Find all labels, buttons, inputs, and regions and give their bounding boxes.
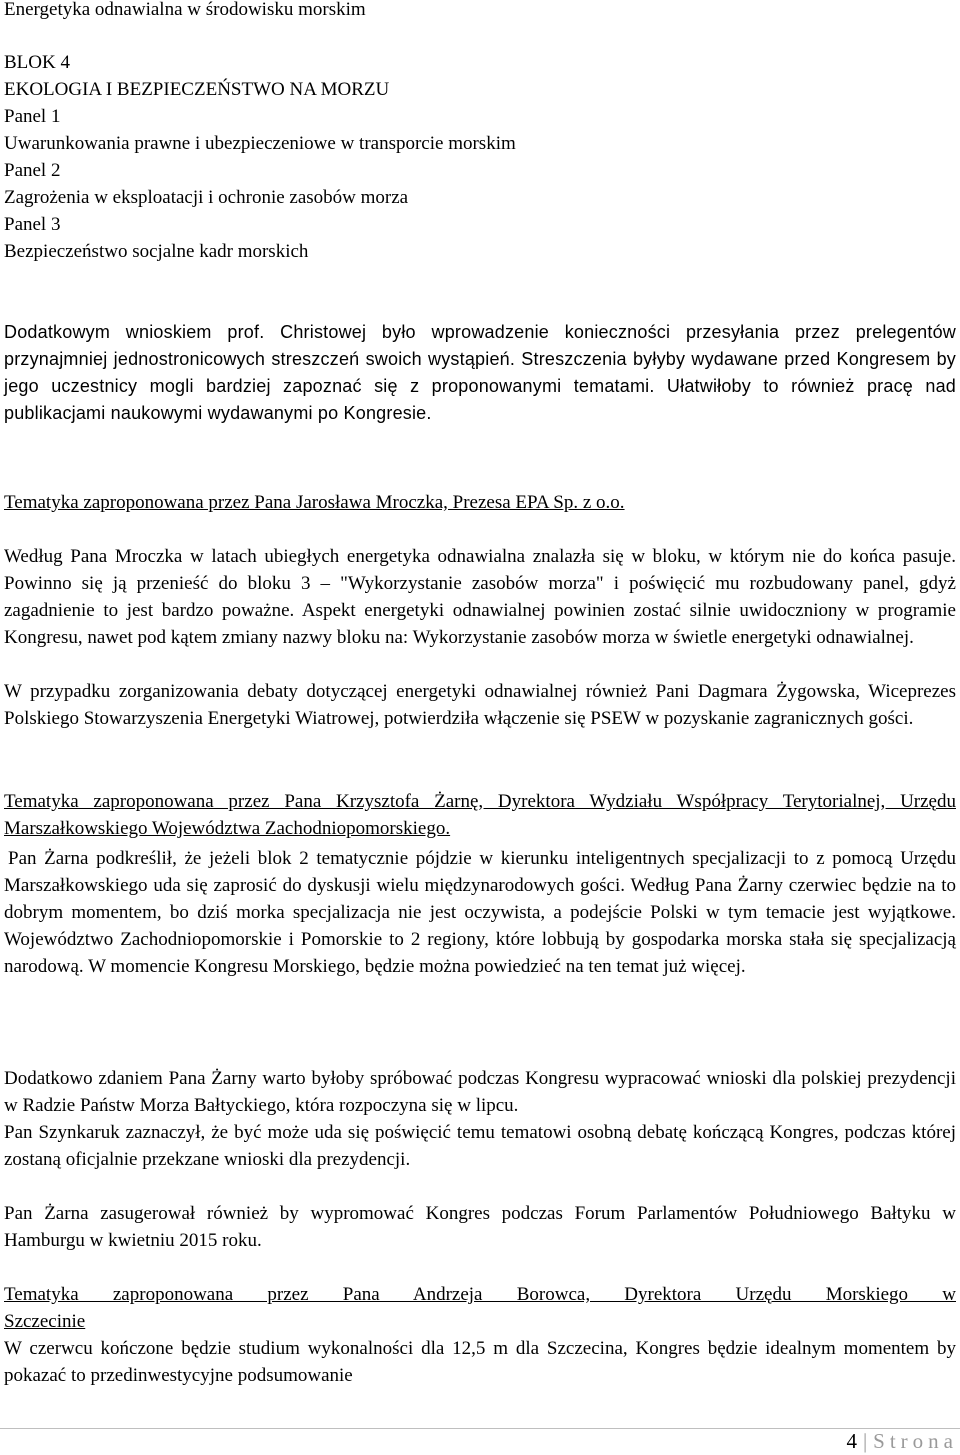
panel-label: Panel 2 xyxy=(4,160,61,181)
panel-title: Bezpieczeństwo socjalne kadr morskich xyxy=(4,241,309,262)
panel-label: Panel 1 xyxy=(4,106,61,127)
section-heading-zarna: Tematyka zaproponowana przez Pana Krzysztofa Żarnę, Dyrektora Wydziału Współpracy Terytorialnej, Urzędu Marszałkowskiego Województwa Zachodniopomorskiego. xyxy=(4,791,956,839)
page-number: 4 xyxy=(846,1429,857,1453)
section-heading-mroczek: Tematyka zaproponowana przez Pana Jarosława Mroczka, Prezesa EPA Sp. z o.o. xyxy=(4,492,625,513)
paragraph-zarna-2: Dodatkowo zdaniem Pana Żarny warto byłoby spróbować podczas Kongresu wypracować wnioski dla polskiej prezydencji w Radzie Państw Morza Bałtyckiego, która rozpoczyna się w lipcu. xyxy=(4,1068,956,1116)
panel-title: Zagrożenia w eksploatacji i ochronie zasobów morza xyxy=(4,187,409,208)
footer-separator: | xyxy=(862,1429,868,1453)
panel-label: Panel 3 xyxy=(4,214,61,235)
paragraph-christowa: Dodatkowym wnioskiem prof. Christowej było wprowadzenie konieczności przesyłania przez prelegentów przynajmniej jednostronicowych streszczeń swoich wystąpień. Streszczenia byłyby wydawane przed Kongresem by jego uczestnicy mogli bardziej zapoznać się z proponowanymi tematami. Ułatwiłoby to również pracę nad publikacjami naukowymi wydawanymi po Kongresie. xyxy=(4,322,956,423)
document-header: Energetyka odnawialna w środowisku morskim xyxy=(4,0,366,20)
page-footer xyxy=(846,1428,958,1455)
paragraph-zarna-1: Pan Żarna podkreślił, że jeżeli blok 2 tematycznie pójdzie w kierunku inteligentnych specjalizacji to z pomocą Urzędu Marszałkowskiego uda się zaprosić do dyskusji wielu międzynarodowych gości. Według Pana Żarny czerwiec będzie na to dobrym momentem, bo dziś morka specjalizacja nie jest oczywista, a podejście Polski w tym temacie jest wyjątkowe. Województwo Zachodniopomorskie i Pomorskie to 2 regiony, które lobbują by gospodarka morska stała się specjalizacją narodową. W momencie Kongresu Morskiego, będzie można powiedzieć na ten temat już więcej. xyxy=(4,848,956,977)
paragraph-zarna-4: Pan Żarna zasugerował również by wypromować Kongres podczas Forum Parlamentów Południowego Bałtyku w Hamburgu w kwietniu 2015 roku. xyxy=(4,1203,956,1251)
block-name: EKOLOGIA I BEZPIECZEŃSTWO NA MORZU xyxy=(4,79,390,100)
section-heading-borowiec: Tematyka zaproponowana przez Pana Andrzeja Borowca, Dyrektora Urzędu Morskiego w Szczecinie xyxy=(4,1284,956,1332)
paragraph-zarna-3: Pan Szynkaruk zaznaczył, że być może uda się poświęcić temu tematowi osobną debatę kończącą Kongres, podczas której zostaną oficjalnie przekzane wnioski dla prezydencji. xyxy=(4,1122,956,1170)
block-heading: BLOK 4 xyxy=(4,52,70,73)
footer-divider xyxy=(0,1428,960,1429)
panel-title: Uwarunkowania prawne i ubezpieczeniowe w transporcie morskim xyxy=(4,133,516,154)
paragraph-mroczek-1: Według Pana Mroczka w latach ubiegłych energetyka odnawialna znalazła się w bloku, w którym nie do końca pasuje. Powinno się ją przenieść do bloku 3 – "Wykorzystanie zasobów morza" i poświęcić mu rozbudowany panel, gdyż zagadnienie to jest bardzo poważne. Aspekt energetyki odnawialnej powinien zostać silnie uwidoczniony w programie Kongresu, nawet pod kątem zmiany nazwy bloku na: Wykorzystanie zasobów morza w świetle energetyki odnawialnej. xyxy=(4,546,956,648)
paragraph-mroczek-2: W przypadku zorganizowania debaty dotyczącej energetyki odnawialnej również Pani Dagmara Żygowska, Wiceprezes Polskiego Stowarzyszenia Energetyki Wiatrowej, potwierdziła włączenie się PSEW w pozyskanie zagranicznych gości. xyxy=(4,681,956,729)
page-word: Strona xyxy=(873,1429,958,1453)
paragraph-borowiec-1: W czerwcu kończone będzie studium wykonalności dla 12,5 m dla Szczecina, Kongres będzie idealnym momentem by pokazać to przedinwestycyjne podsumowanie xyxy=(4,1338,956,1386)
